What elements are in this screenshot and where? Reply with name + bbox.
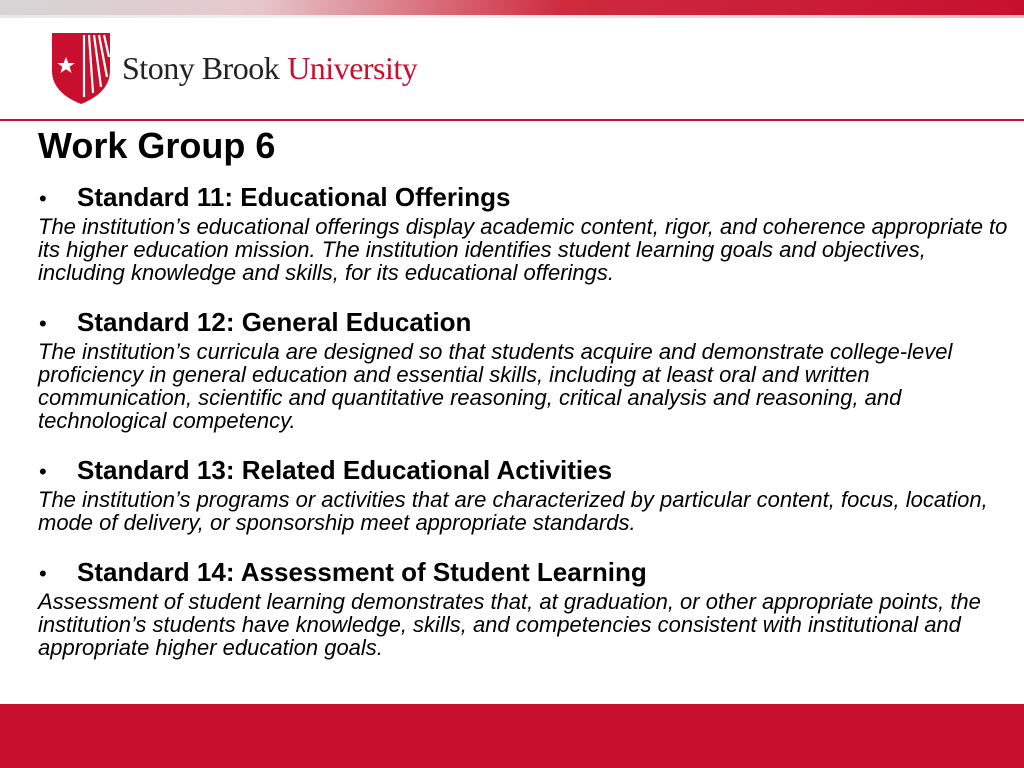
standard-heading-row bbox=[38, 181, 1008, 215]
standard-description: Assessment of student learning demonstrates that, at graduation, or other appropriate points, the institution’s students have knowledge, skills, and competencies consistent with institutional and appropriate higher education goals. bbox=[38, 589, 981, 660]
standard-heading-row bbox=[38, 556, 1008, 590]
slide-title: Work Group 6 bbox=[38, 125, 276, 166]
slide-content bbox=[38, 124, 1008, 659]
standard-heading-row bbox=[38, 454, 1008, 488]
standard-heading-row bbox=[38, 306, 1008, 340]
university-logo bbox=[50, 30, 417, 106]
standard-heading: Standard 11: Educational Offerings bbox=[77, 182, 511, 212]
wordmark-primary: Stony Brook bbox=[122, 50, 280, 86]
shield-star-icon bbox=[50, 31, 112, 105]
standard-item bbox=[38, 556, 1008, 659]
header-divider bbox=[0, 119, 1024, 121]
standard-description: The institution’s curricula are designed so that students acquire and demonstrate college-level proficiency in general education and essential skills, including at least oral and written communication, scientific and quantitative reasoning, critical analysis and reasoning, and technological competency. bbox=[38, 339, 953, 433]
standard-heading: Standard 14: Assessment of Student Learning bbox=[77, 557, 647, 587]
bullet-icon: • bbox=[39, 561, 47, 586]
wordmark-secondary: University bbox=[287, 50, 418, 86]
top-decorative-stripe bbox=[0, 0, 1024, 18]
standard-item bbox=[38, 306, 1008, 432]
bullet-icon: • bbox=[39, 459, 47, 484]
standard-heading: Standard 13: Related Educational Activities bbox=[77, 455, 613, 485]
bullet-icon: • bbox=[39, 186, 47, 211]
footer-band bbox=[0, 704, 1024, 768]
standard-description: The institution’s programs or activities that are characterized by particular content, focus, location, mode of delivery, or sponsorship meet appropriate standards. bbox=[38, 487, 988, 535]
bullet-icon: • bbox=[39, 311, 47, 336]
standard-description: The institution’s educational offerings display academic content, rigor, and coherence appropriate to its higher education mission. The institution identifies student learning goals and objectives, including knowledge and skills, for its educational offerings. bbox=[38, 214, 1008, 285]
standard-heading: Standard 12: General Education bbox=[77, 307, 472, 337]
wordmark bbox=[122, 52, 417, 84]
standard-item bbox=[38, 454, 1008, 534]
standard-item bbox=[38, 181, 1008, 284]
